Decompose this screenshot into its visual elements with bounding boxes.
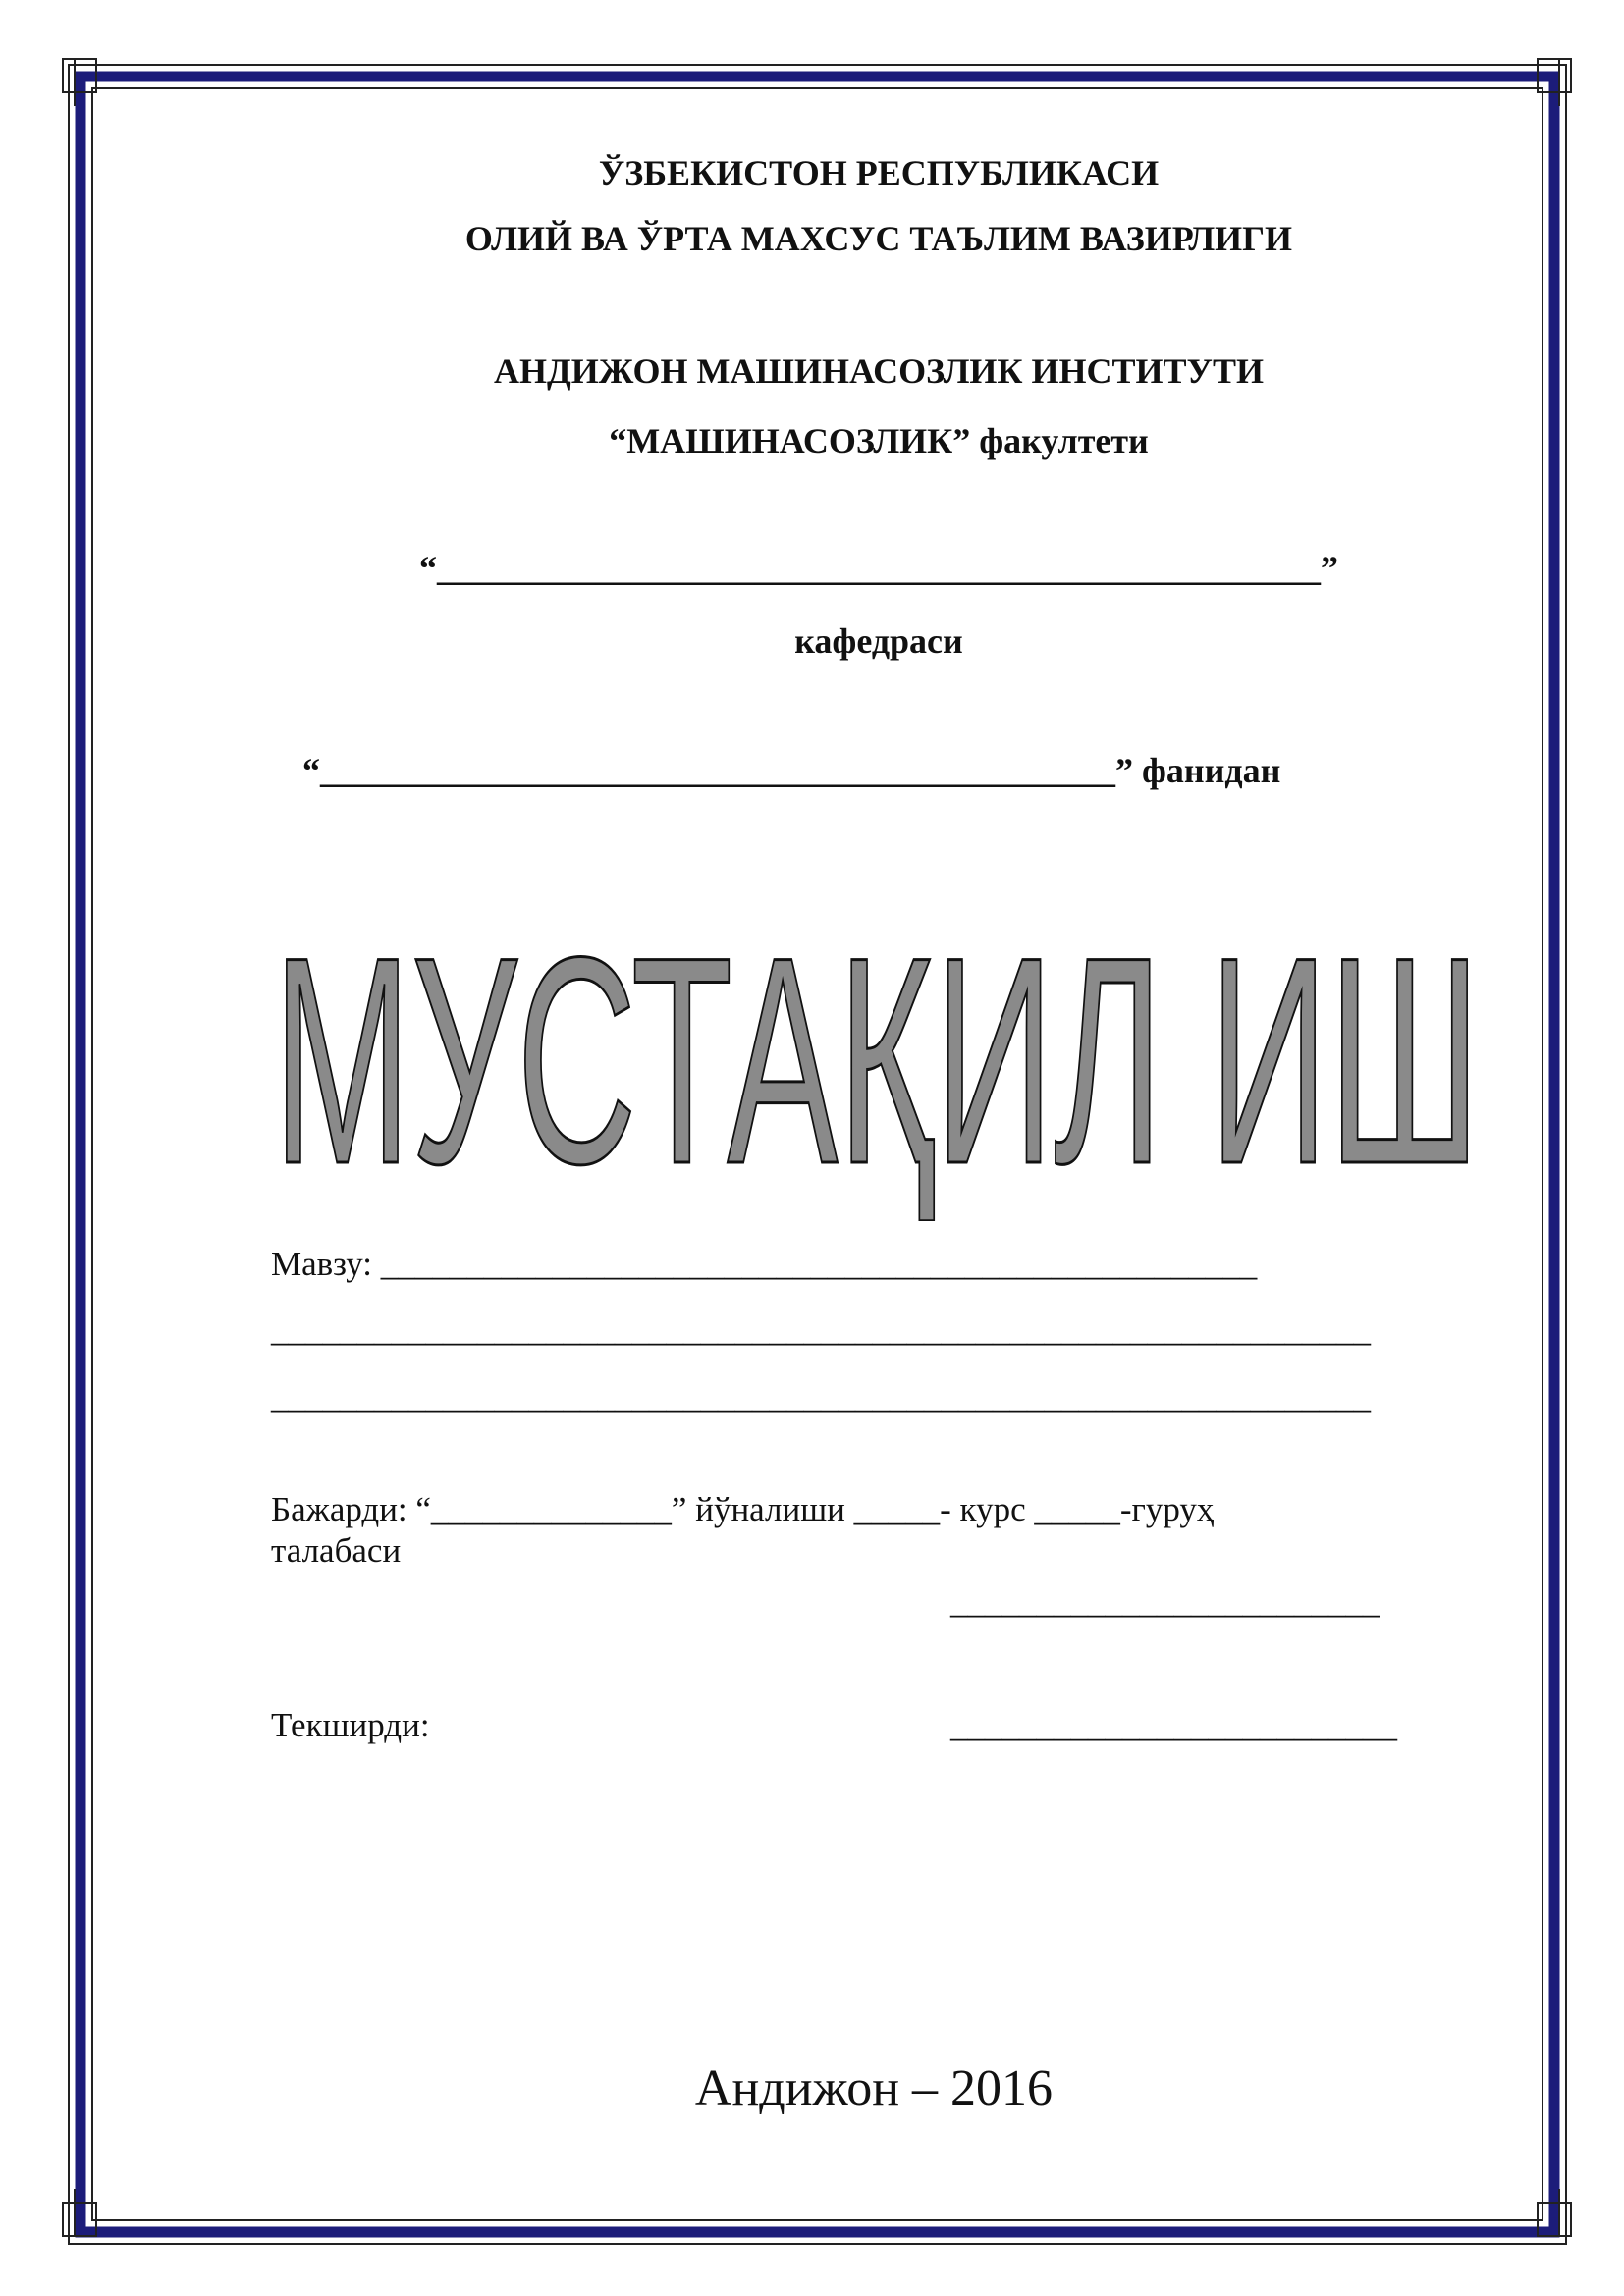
department-line: “__________________________________________________” xyxy=(419,549,1338,588)
topic-line-1: Мавзу: ___________________________________________________ xyxy=(271,1245,1258,1283)
performed-student-label: талабаси xyxy=(271,1531,402,1570)
performed-signature-line: _________________________ xyxy=(950,1582,1380,1621)
department-label: кафедраси xyxy=(794,621,963,661)
checked-signature-line: __________________________ xyxy=(950,1706,1397,1744)
footer-city-year: Андижон – 2016 xyxy=(694,2060,1054,2116)
document-title xyxy=(267,927,1487,1221)
country-heading: ЎЗБЕКИСТОН РЕСПУБЛИКАСИ xyxy=(598,153,1160,192)
performed-line: Бажарди: “______________” йўналиши _____- курс _____-гуруҳ xyxy=(271,1490,1215,1528)
subject-line: “_____________________________________________” фанидан xyxy=(302,751,1281,790)
faculty-heading: “МАШИНАСОЗЛИК” факултети xyxy=(609,421,1149,460)
checked-label: Текширди: xyxy=(271,1706,430,1744)
topic-line-3: ________________________________________________________________ xyxy=(271,1377,1371,1415)
document-title-text: МУСТАҚИЛ ИШ xyxy=(273,927,1481,1221)
topic-line-2: ________________________________________________________________ xyxy=(271,1310,1371,1349)
institute-heading: АНДИЖОН МАШИНАСОЗЛИК ИНСТИТУТИ xyxy=(493,351,1264,391)
ministry-heading: ОЛИЙ ВА ЎРТА МАХСУС ТАЪЛИМ ВАЗИРЛИГИ xyxy=(464,219,1293,258)
